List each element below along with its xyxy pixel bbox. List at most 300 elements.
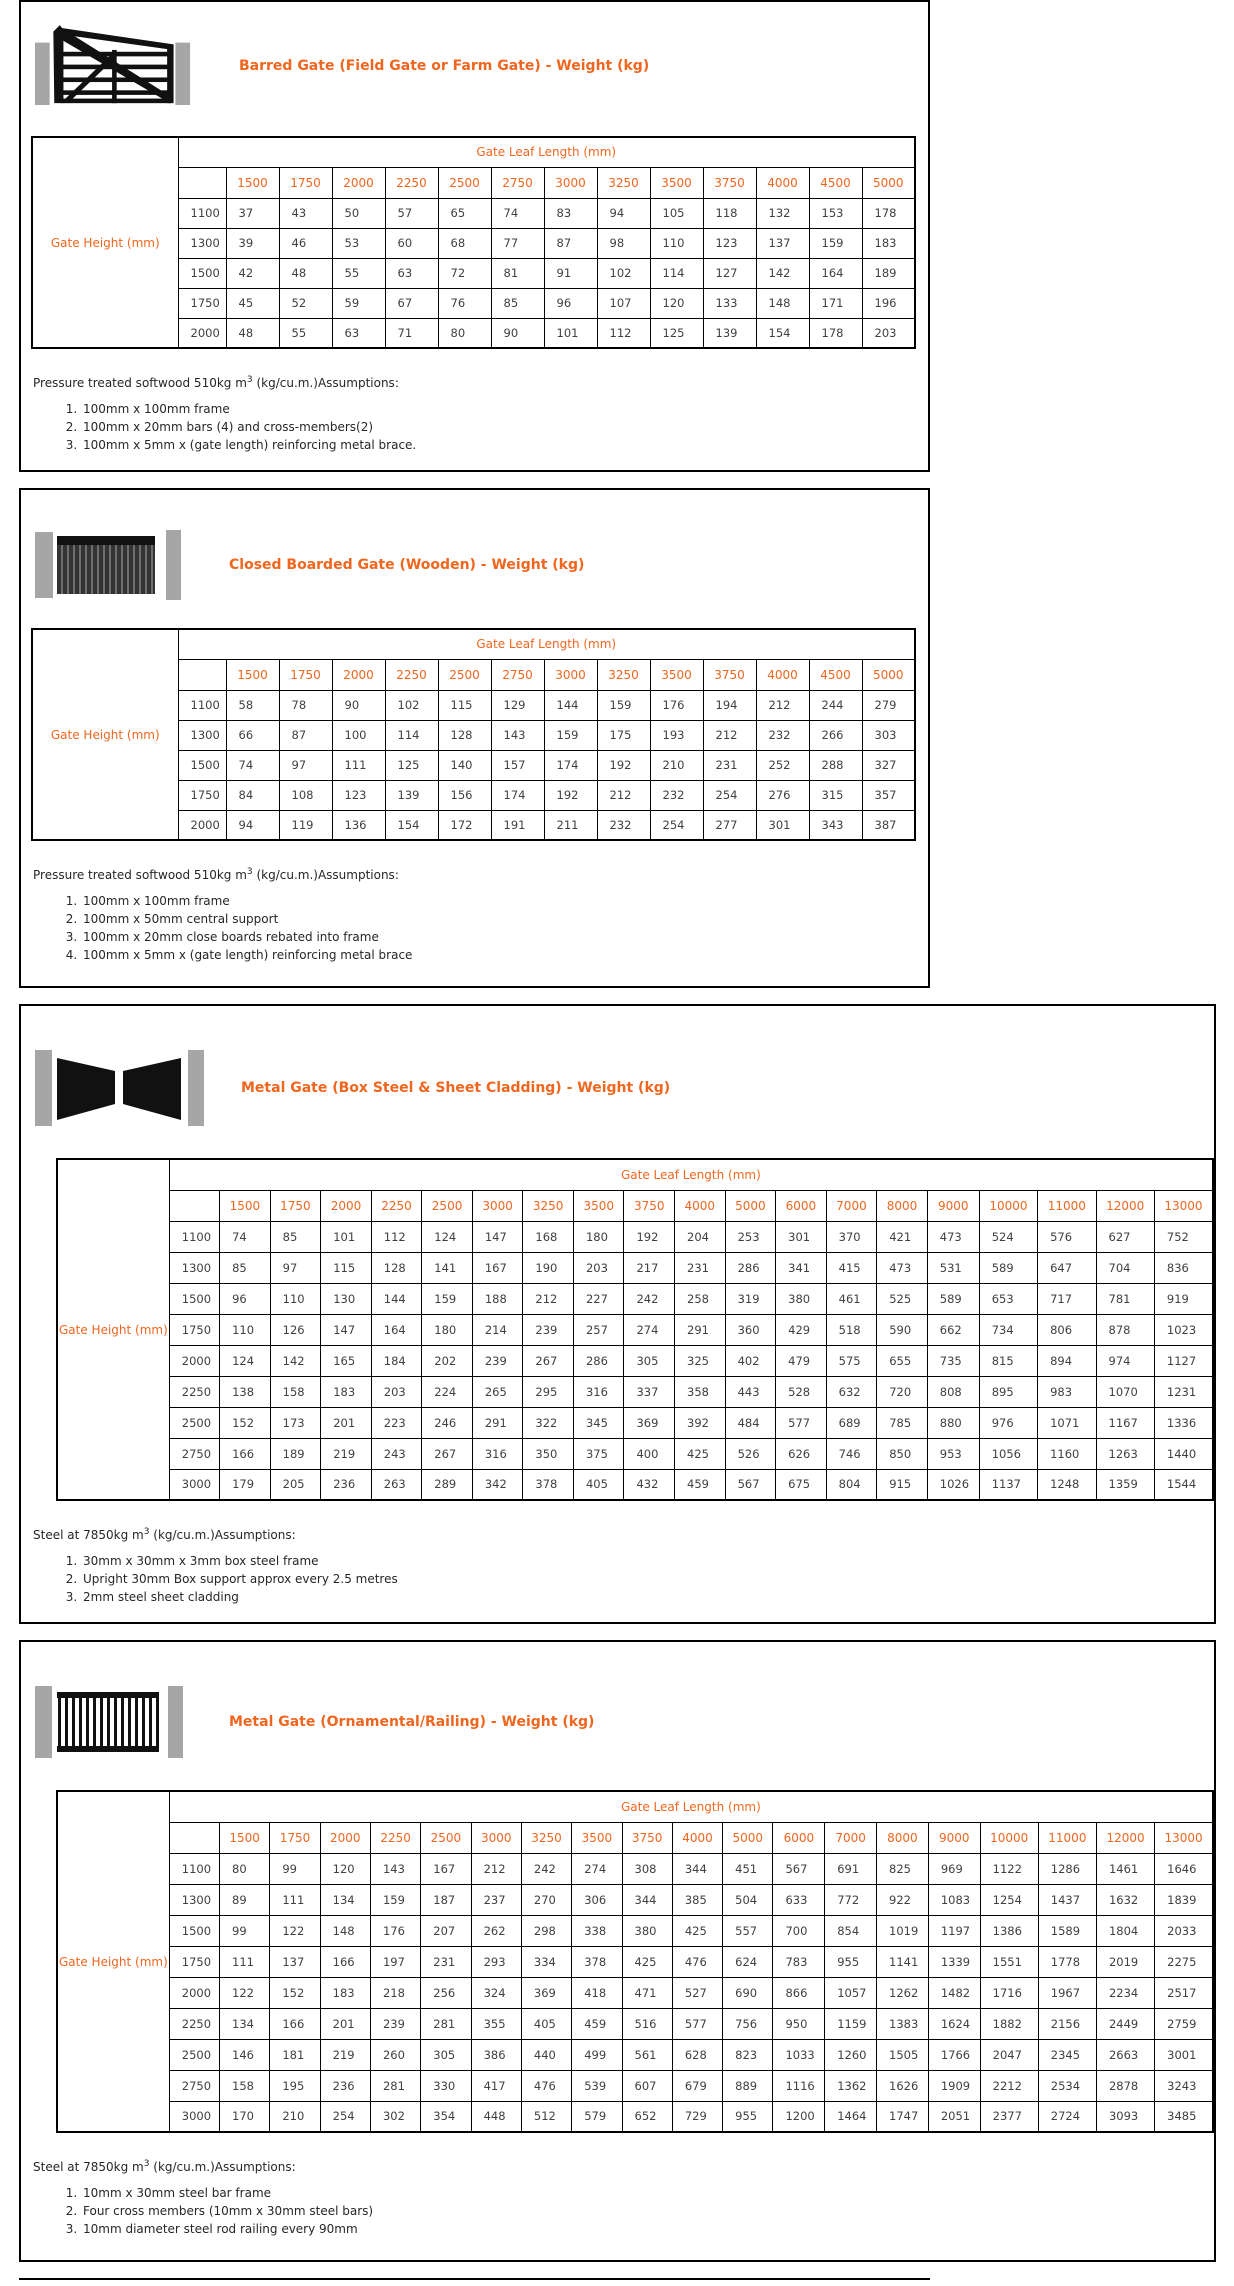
weight-value-cell: 1440	[1154, 1438, 1213, 1469]
weight-value-cell: 974	[1096, 1345, 1154, 1376]
weight-value-cell: 1019	[877, 1915, 929, 1946]
weight-value-cell: 577	[672, 2008, 722, 2039]
weight-value-cell: 84	[226, 780, 279, 810]
leaf-length-col-header: 13000	[1154, 1190, 1213, 1221]
weight-value-cell: 148	[320, 1915, 370, 1946]
weight-value-cell: 194	[703, 690, 756, 720]
weight-value-cell: 258	[675, 1283, 726, 1314]
gate-leaf-length-axis-label: Gate Leaf Length (mm)	[178, 629, 915, 659]
weight-value-cell: 878	[1096, 1314, 1154, 1345]
material-note-text: Pressure treated softwood 510kg m	[33, 376, 247, 390]
assumption-list	[33, 1552, 1214, 1606]
weight-value-cell: 43	[279, 198, 332, 228]
weight-value-cell: 231	[675, 1252, 726, 1283]
weight-value-cell: 110	[650, 228, 703, 258]
weight-value-cell: 214	[472, 1314, 523, 1345]
leaf-length-col-header: 6000	[773, 1822, 825, 1853]
weight-value-cell: 237	[471, 1884, 521, 1915]
table-row	[57, 1469, 1213, 1500]
material-note-sup: 3	[143, 1527, 150, 1537]
weight-value-cell: 358	[675, 1376, 726, 1407]
weight-value-cell: 1023	[1154, 1314, 1213, 1345]
leaf-length-col-header: 3500	[650, 167, 703, 198]
weight-value-cell: 211	[544, 810, 597, 840]
weight-value-cell: 1766	[928, 2039, 980, 2070]
weight-value-cell: 915	[877, 1469, 928, 1500]
leaf-length-col-header: 2000	[321, 1190, 372, 1221]
weight-value-cell: 1464	[825, 2101, 877, 2132]
leaf-length-col-header: 11000	[1038, 1822, 1096, 1853]
weight-value-cell: 128	[438, 720, 491, 750]
assumption-item: 2. Four cross members (10mm x 30mm steel bars)	[81, 2202, 1214, 2220]
weight-value-cell: 167	[472, 1252, 523, 1283]
weight-value-cell: 167	[421, 1853, 471, 1884]
weight-value-cell: 274	[572, 1853, 622, 1884]
weight-value-cell: 159	[370, 1884, 420, 1915]
weight-value-cell: 74	[220, 1221, 271, 1252]
gate-height-axis-label: Gate Height (mm)	[57, 1159, 169, 1500]
weight-value-cell: 1200	[773, 2101, 825, 2132]
weight-value-cell: 128	[371, 1252, 422, 1283]
weight-value-cell: 232	[650, 780, 703, 810]
weight-value-cell: 2212	[980, 2070, 1038, 2101]
weight-value-cell: 919	[1154, 1283, 1213, 1314]
weight-value-cell: 1461	[1096, 1853, 1154, 1884]
leaf-length-col-header: 1500	[220, 1190, 271, 1221]
weight-value-cell: 772	[825, 1884, 877, 1915]
leaf-length-col-header: 4000	[675, 1190, 726, 1221]
weight-value-cell: 71	[385, 318, 438, 348]
weight-value-cell: 102	[385, 690, 438, 720]
weight-value-cell: 607	[622, 2070, 672, 2101]
weight-value-cell: 405	[573, 1469, 624, 1500]
weight-value-cell: 1437	[1038, 1884, 1096, 1915]
weight-value-cell: 531	[927, 1252, 979, 1283]
leaf-length-col-header: 3250	[523, 1190, 574, 1221]
weight-value-cell: 1262	[877, 1977, 929, 2008]
weight-value-cell: 2156	[1038, 2008, 1096, 2039]
weight-value-cell: 443	[725, 1376, 776, 1407]
leaf-length-col-header: 2250	[385, 659, 438, 690]
weight-value-cell: 1231	[1154, 1376, 1213, 1407]
material-note-suffix: (kg/cu.m.)Assumptions:	[149, 1528, 296, 1542]
weight-value-cell: 895	[979, 1376, 1037, 1407]
leaf-length-col-header: 6000	[776, 1190, 827, 1221]
weight-value-cell: 172	[438, 810, 491, 840]
weight-value-cell: 176	[650, 690, 703, 720]
weight-value-cell: 63	[385, 258, 438, 288]
leaf-length-col-header: 5000	[725, 1190, 776, 1221]
weight-value-cell: 148	[756, 288, 809, 318]
weight-value-cell: 166	[320, 1946, 370, 1977]
weight-value-cell: 256	[421, 1977, 471, 2008]
weight-value-cell: 87	[279, 720, 332, 750]
weight-value-cell: 679	[672, 2070, 722, 2101]
weight-value-cell: 210	[650, 750, 703, 780]
weight-value-cell: 130	[321, 1283, 372, 1314]
weight-value-cell: 242	[521, 1853, 571, 1884]
weight-value-cell: 579	[572, 2101, 622, 2132]
weight-value-cell: 825	[877, 1853, 929, 1884]
weight-value-cell: 159	[422, 1283, 473, 1314]
weight-value-cell: 1778	[1038, 1946, 1096, 1977]
weight-value-cell: 83	[544, 198, 597, 228]
weight-value-cell: 137	[270, 1946, 320, 1977]
weight-value-cell: 691	[825, 1853, 877, 1884]
panel-header	[21, 490, 928, 610]
weight-value-cell: 85	[270, 1221, 321, 1252]
material-note-text: Pressure treated softwood 510kg m	[33, 868, 247, 882]
leaf-length-col-header: 2500	[421, 1822, 471, 1853]
weight-value-cell: 212	[471, 1853, 521, 1884]
weight-value-cell: 218	[370, 1977, 420, 2008]
table-row	[57, 1345, 1213, 1376]
weight-value-cell: 1248	[1038, 1469, 1096, 1500]
weight-value-cell: 180	[573, 1221, 624, 1252]
weight-value-cell: 159	[597, 690, 650, 720]
weight-value-cell: 96	[544, 288, 597, 318]
weight-value-cell: 232	[597, 810, 650, 840]
assumption-item: 1. 100mm x 100mm frame	[81, 400, 928, 418]
gate-height-axis-label: Gate Height (mm)	[32, 629, 178, 840]
weight-value-cell: 74	[226, 750, 279, 780]
leaf-length-col-header: 5000	[862, 167, 915, 198]
weight-value-cell: 120	[320, 1853, 370, 1884]
weight-value-cell: 1159	[825, 2008, 877, 2039]
gate-height-row-header: 1500	[169, 1283, 219, 1314]
assumptions	[33, 867, 928, 986]
table-row	[57, 1252, 1213, 1283]
gate-height-row-header: 1100	[169, 1853, 219, 1884]
weight-value-cell: 231	[703, 750, 756, 780]
weight-value-cell: 2275	[1155, 1946, 1213, 1977]
weight-value-cell: 301	[776, 1221, 827, 1252]
weight-value-cell: 305	[421, 2039, 471, 2070]
blank-corner-cell	[178, 167, 226, 198]
leaf-length-col-header: 3750	[624, 1190, 675, 1221]
weight-value-cell: 262	[471, 1915, 521, 1946]
weight-value-cell: 99	[220, 1915, 270, 1946]
weight-value-cell: 2517	[1155, 1977, 1213, 2008]
weight-value-cell: 90	[332, 690, 385, 720]
weight-value-cell: 205	[270, 1469, 321, 1500]
weight-value-cell: 239	[370, 2008, 420, 2039]
weight-value-cell: 471	[622, 1977, 672, 2008]
weight-value-cell: 425	[622, 1946, 672, 1977]
weight-value-cell: 624	[723, 1946, 773, 1977]
weight-value-cell: 111	[332, 750, 385, 780]
weight-value-cell: 122	[220, 1977, 270, 2008]
gate-height-row-header: 2250	[169, 2008, 219, 2039]
weight-value-cell: 1544	[1154, 1469, 1213, 1500]
weight-value-cell: 432	[624, 1469, 675, 1500]
weight-value-cell: 334	[521, 1946, 571, 1977]
weight-value-cell: 1026	[927, 1469, 979, 1500]
weight-value-cell: 628	[672, 2039, 722, 2070]
weight-value-cell: 39	[226, 228, 279, 258]
weight-value-cell: 783	[773, 1946, 825, 1977]
assumption-item: 1. 10mm x 30mm steel bar frame	[81, 2184, 1214, 2202]
leaf-length-col-header: 4000	[672, 1822, 722, 1853]
weight-value-cell: 142	[270, 1345, 321, 1376]
assumptions	[33, 375, 928, 470]
weight-value-cell: 2047	[980, 2039, 1038, 2070]
weight-value-cell: 152	[270, 1977, 320, 2008]
weight-value-cell: 539	[572, 2070, 622, 2101]
weight-value-cell: 289	[422, 1469, 473, 1500]
weight-value-cell: 969	[928, 1853, 980, 1884]
assumption-item: 3. 2mm steel sheet cladding	[81, 1588, 1214, 1606]
assumption-item: 3. 100mm x 5mm x (gate length) reinforcing metal brace.	[81, 436, 928, 454]
leaf-length-col-header: 2750	[491, 167, 544, 198]
weight-value-cell: 236	[320, 2070, 370, 2101]
weight-value-cell: 1359	[1096, 1469, 1154, 1500]
gate-height-row-header: 2750	[169, 1438, 219, 1469]
weight-value-cell: 279	[862, 690, 915, 720]
weight-value-cell: 166	[270, 2008, 320, 2039]
weight-value-cell: 354	[421, 2101, 471, 2132]
weight-value-cell: 80	[220, 1853, 270, 1884]
gate-height-row-header: 3000	[169, 1469, 219, 1500]
weight-value-cell: 122	[270, 1915, 320, 1946]
leaf-length-col-header: 2250	[385, 167, 438, 198]
leaf-length-col-header: 3000	[544, 659, 597, 690]
weight-value-cell: 78	[279, 690, 332, 720]
weight-value-cell: 756	[723, 2008, 773, 2039]
weight-value-cell: 142	[756, 258, 809, 288]
weight-value-cell: 223	[371, 1407, 422, 1438]
assumption-item: 2. 100mm x 20mm bars (4) and cross-members(2)	[81, 418, 928, 436]
weight-value-cell: 291	[675, 1314, 726, 1345]
weight-value-cell: 171	[809, 288, 862, 318]
weight-value-cell: 3093	[1096, 2101, 1154, 2132]
weight-value-cell: 48	[279, 258, 332, 288]
weight-value-cell: 144	[544, 690, 597, 720]
table-row	[57, 1946, 1213, 1977]
weight-value-cell: 746	[826, 1438, 877, 1469]
weight-value-cell: 386	[471, 2039, 521, 2070]
leaf-length-col-header: 2500	[438, 167, 491, 198]
blank-corner-cell	[178, 659, 226, 690]
assumption-item: 1. 100mm x 100mm frame	[81, 892, 928, 910]
weight-value-cell: 165	[321, 1345, 372, 1376]
weight-value-cell: 168	[523, 1221, 574, 1252]
weight-value-cell: 153	[809, 198, 862, 228]
weight-value-cell: 836	[1154, 1252, 1213, 1283]
weight-value-cell: 179	[220, 1469, 271, 1500]
weight-value-cell: 126	[270, 1314, 321, 1345]
weight-value-cell: 68	[438, 228, 491, 258]
material-note-sup: 3	[246, 867, 253, 877]
leaf-length-col-header: 1750	[279, 659, 332, 690]
weight-value-cell: 147	[472, 1221, 523, 1252]
leaf-length-col-header: 3750	[622, 1822, 672, 1853]
assumptions	[33, 1527, 1214, 1622]
weight-value-cell: 72	[438, 258, 491, 288]
weight-value-cell: 127	[703, 258, 756, 288]
weight-value-cell: 219	[321, 1438, 372, 1469]
weight-value-cell: 655	[877, 1345, 928, 1376]
weight-value-cell: 174	[491, 780, 544, 810]
weight-value-cell: 193	[650, 720, 703, 750]
weight-value-cell: 499	[572, 2039, 622, 2070]
boarded-gate-icon	[35, 530, 197, 600]
weight-value-cell: 158	[220, 2070, 270, 2101]
weight-value-cell: 74	[491, 198, 544, 228]
weight-value-cell: 720	[877, 1376, 928, 1407]
box-steel-gate-icon	[35, 1048, 207, 1128]
weight-value-cell: 170	[220, 2101, 270, 2132]
weight-value-cell: 735	[927, 1345, 979, 1376]
weight-value-cell: 528	[776, 1376, 827, 1407]
weight-value-cell: 518	[826, 1314, 877, 1345]
weight-value-cell: 55	[332, 258, 385, 288]
weight-value-cell: 99	[270, 1853, 320, 1884]
weight-value-cell: 276	[756, 780, 809, 810]
weight-value-cell: 1362	[825, 2070, 877, 2101]
leaf-length-col-header: 2000	[320, 1822, 370, 1853]
weight-value-cell: 53	[332, 228, 385, 258]
weight-value-cell: 567	[725, 1469, 776, 1500]
weight-value-cell: 922	[877, 1884, 929, 1915]
weight-value-cell: 1116	[773, 2070, 825, 2101]
weight-value-cell: 590	[877, 1314, 928, 1345]
weight-table	[56, 1158, 1214, 1501]
weight-value-cell: 322	[523, 1407, 574, 1438]
leaf-length-col-header: 2000	[332, 167, 385, 198]
weight-value-cell: 281	[370, 2070, 420, 2101]
leaf-length-col-header: 3750	[703, 659, 756, 690]
weight-value-cell: 141	[422, 1252, 473, 1283]
weight-value-cell: 451	[723, 1853, 773, 1884]
gate-height-row-header: 1100	[169, 1221, 219, 1252]
weight-value-cell: 1747	[877, 2101, 929, 2132]
weight-value-cell: 526	[725, 1438, 776, 1469]
weight-value-cell: 889	[723, 2070, 773, 2101]
table-row	[57, 1283, 1213, 1314]
weight-value-cell: 2234	[1096, 1977, 1154, 2008]
weight-value-cell: 96	[220, 1283, 271, 1314]
gate-height-row-header: 1300	[178, 720, 226, 750]
weight-value-cell: 295	[523, 1376, 574, 1407]
weight-value-cell: 134	[320, 1884, 370, 1915]
weight-value-cell: 785	[877, 1407, 928, 1438]
weight-value-cell: 110	[220, 1314, 271, 1345]
weight-value-cell: 448	[471, 2101, 521, 2132]
weight-value-cell: 236	[321, 1469, 372, 1500]
panel-barred-gate	[19, 0, 930, 472]
weight-value-cell: 212	[597, 780, 650, 810]
weight-value-cell: 378	[572, 1946, 622, 1977]
weight-value-cell: 138	[220, 1376, 271, 1407]
weight-value-cell: 512	[521, 2101, 571, 2132]
weight-value-cell: 157	[491, 750, 544, 780]
assumptions	[33, 2159, 1214, 2260]
gate-height-row-header: 2500	[169, 1407, 219, 1438]
weight-value-cell: 107	[597, 288, 650, 318]
gate-leaf-length-axis-label: Gate Leaf Length (mm)	[169, 1791, 1213, 1822]
weight-value-cell: 440	[521, 2039, 571, 2070]
weight-value-cell: 1083	[928, 1884, 980, 1915]
weight-value-cell: 291	[472, 1407, 523, 1438]
weight-value-cell: 192	[544, 780, 597, 810]
leaf-length-col-header: 2750	[491, 659, 544, 690]
weight-value-cell: 124	[220, 1345, 271, 1376]
weight-value-cell: 114	[385, 720, 438, 750]
weight-value-cell: 183	[321, 1376, 372, 1407]
weight-value-cell: 298	[521, 1915, 571, 1946]
weight-value-cell: 1624	[928, 2008, 980, 2039]
weight-value-cell: 173	[270, 1407, 321, 1438]
weight-value-cell: 181	[270, 2039, 320, 2070]
weight-value-cell: 265	[472, 1376, 523, 1407]
weight-value-cell: 252	[756, 750, 809, 780]
weight-value-cell: 1122	[980, 1853, 1038, 1884]
weight-value-cell: 557	[723, 1915, 773, 1946]
weight-value-cell: 212	[523, 1283, 574, 1314]
weight-value-cell: 417	[471, 2070, 521, 2101]
weight-value-cell: 112	[597, 318, 650, 348]
table-row	[57, 1407, 1213, 1438]
panel-header	[21, 1006, 1214, 1138]
weight-value-cell: 175	[597, 720, 650, 750]
weight-value-cell: 144	[371, 1283, 422, 1314]
weight-value-cell: 567	[773, 1853, 825, 1884]
panel-title: Metal Gate (Ornamental/Railing) - Weight (kg)	[229, 1714, 595, 1730]
weight-value-cell: 42	[226, 258, 279, 288]
weight-value-cell: 385	[672, 1884, 722, 1915]
weight-value-cell: 253	[725, 1221, 776, 1252]
weight-value-cell: 67	[385, 288, 438, 318]
gate-height-row-header: 1300	[169, 1252, 219, 1283]
weight-value-cell: 266	[809, 720, 862, 750]
weight-value-cell: 303	[862, 720, 915, 750]
weight-value-cell: 632	[826, 1376, 877, 1407]
weight-value-cell: 504	[723, 1884, 773, 1915]
gate-height-axis-label: Gate Height (mm)	[57, 1791, 169, 2132]
weight-value-cell: 700	[773, 1915, 825, 1946]
weight-value-cell: 308	[622, 1853, 672, 1884]
weight-value-cell: 207	[421, 1915, 471, 1946]
weight-value-cell: 2345	[1038, 2039, 1096, 2070]
gate-height-row-header: 2250	[169, 1376, 219, 1407]
weight-value-cell: 1967	[1038, 1977, 1096, 2008]
weight-value-cell: 187	[421, 1884, 471, 1915]
weight-value-cell: 316	[472, 1438, 523, 1469]
weight-value-cell: 176	[370, 1915, 420, 1946]
weight-value-cell: 425	[672, 1915, 722, 1946]
panel-box-steel-gate	[19, 1004, 1216, 1624]
weight-value-cell: 690	[723, 1977, 773, 2008]
weight-value-cell: 484	[725, 1407, 776, 1438]
weight-value-cell: 156	[438, 780, 491, 810]
gate-height-row-header: 1500	[169, 1915, 219, 1946]
weight-value-cell: 125	[650, 318, 703, 348]
weight-value-cell: 316	[573, 1376, 624, 1407]
weight-value-cell: 202	[422, 1345, 473, 1376]
weight-value-cell: 242	[624, 1283, 675, 1314]
material-note-suffix: (kg/cu.m.)Assumptions:	[252, 376, 399, 390]
weight-value-cell: 823	[723, 2039, 773, 2070]
weight-value-cell: 369	[624, 1407, 675, 1438]
weight-value-cell: 627	[1096, 1221, 1154, 1252]
weight-value-cell: 134	[220, 2008, 270, 2039]
weight-value-cell: 184	[371, 1345, 422, 1376]
weight-value-cell: 1909	[928, 2070, 980, 2101]
weight-value-cell: 324	[471, 1977, 521, 2008]
weight-value-cell: 132	[756, 198, 809, 228]
weight-value-cell: 343	[809, 810, 862, 840]
